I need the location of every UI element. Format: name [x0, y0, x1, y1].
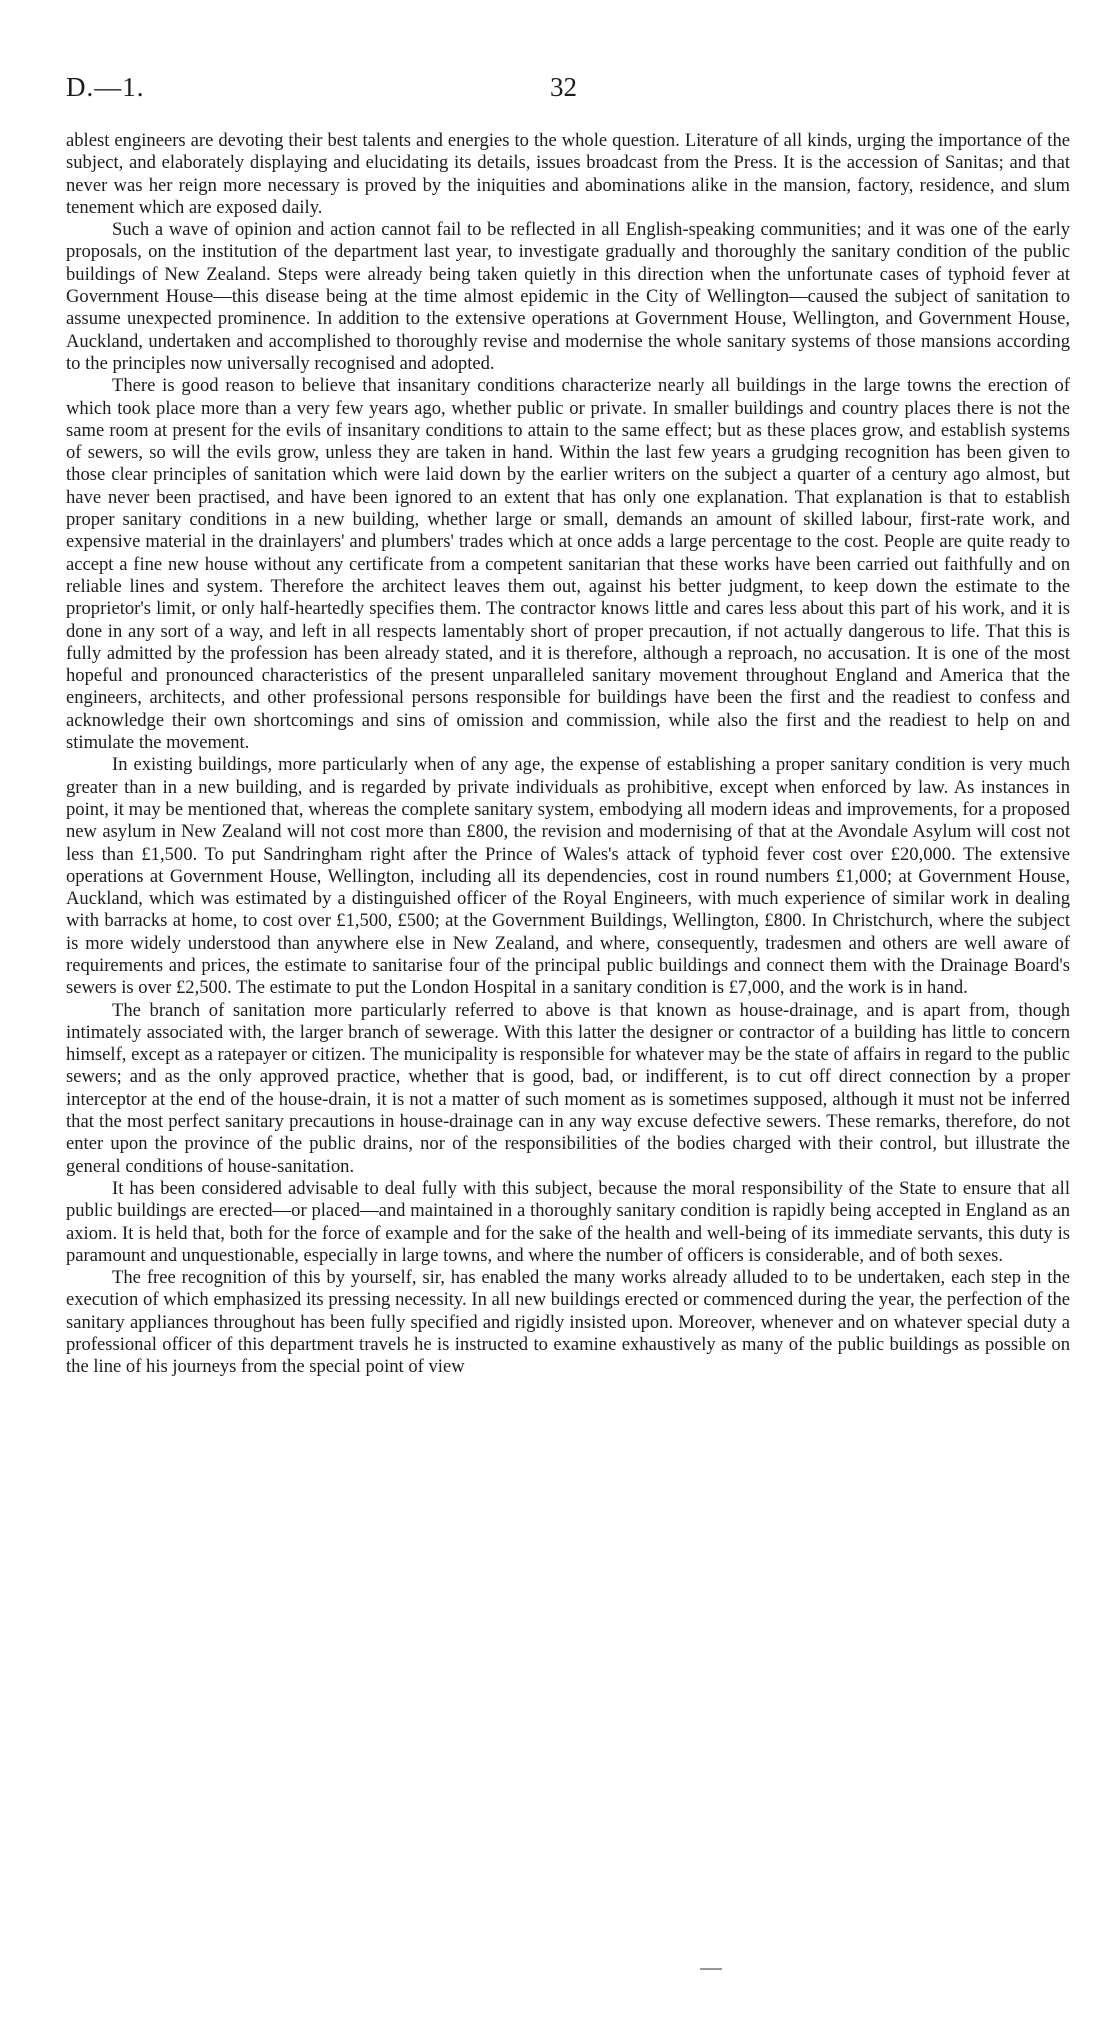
paragraph: The free recognition of this by yourself, sir, has enabled the many works already alluded to to be undertaken, each step in the execution of which emphasized its pressing necessity. In all new buildings erected or commenced during the year, the perfection of the sanitary appliances throughout has been fully specified and rigidly insisted upon. Moreover, whenever and on whatever special duty a professional officer of this department travels he is instructed to examine exhaustively as many of the public buildings as possible on the line of his journeys from the special point of view [66, 1267, 1070, 1378]
paragraph: ablest engineers are devoting their best talents and energies to the whole question. Literature of all kinds, urging the importance of the subject, and elaborately displaying and elucidating its details, issues broadcast from the Press. It is the accession of Sanitas; and that never was her reign more necessary is proved by the iniquities and abominations alike in the mansion, factory, residence, and slum tenement which are exposed daily. [66, 130, 1070, 218]
paragraph: In existing buildings, more particularly when of any age, the expense of establishing a proper sanitary condition is very much greater than in a new building, and is regarded by private individuals as prohibitive, except when enforced by law. As instances in point, it may be mentioned that, whereas the complete sanitary system, embodying all modern ideas and improvements, for a proposed new asylum in New Zealand will not cost more than £800, the revision and modernising of that at the Avondale Asylum will cost not less than £1,500. To put Sandringham right after the Prince of Wales's attack of typhoid fever cost over £20,000. The extensive operations at Government House, Wellington, including all its dependencies, cost in round numbers £1,000; at Government House, Auckland, which was estimated by a distinguished officer of the Royal Engineers, with much experience of similar work in dealing with barracks at home, to cost over £1,500, £500; at the Government Buildings, Wellington, £800. In Christchurch, where the subject is more widely understood than anywhere else in New Zealand, and where, consequently, tradesmen and others are well aware of requirements and prices, the estimate to sanitarise four of the principal public buildings and connect them with the Drainage Board's sewers is over £2,500. The estimate to put the London Hospital in a sanitary condition is £7,000, and the work is in hand. [66, 754, 1070, 999]
paragraph: It has been considered advisable to deal fully with this subject, because the moral responsibility of the State to ensure that all public buildings are erected—or placed—and maintained in a thoroughly sanitary condition is rapidly being accepted in England as an axiom. It is held that, both for the force of example and for the sake of the health and well-being of its immediate servants, this duty is paramount and unquestionable, especially in large towns, and where the number of officers is considerable, and of both sexes. [66, 1177, 1070, 1266]
paragraph: The branch of sanitation more particularly referred to above is that known as house-drainage, and is apart from, though intimately associated with, the larger branch of sewerage. With this latter the designer or contractor of a building has little to concern himself, except as a ratepayer or citizen. The municipality is responsible for whatever may be the state of affairs in regard to the public sewers; and as the only approved practice, whether that is good, bad, or indifferent, is to cut off direct connection by a proper interceptor at the end of the house-drain, it is not a matter of such moment as is sometimes supposed, although it must not be inferred that the most perfect sanitary precautions in house-drainage can in any way excuse defective sewers. These remarks, therefore, do not enter upon the province of the public drains, nor of the responsibilities of the bodies charged with their control, but illustrate the general conditions of house-sanitation. [66, 999, 1070, 1177]
body-text [66, 130, 1070, 1379]
document-reference: D.—1. [66, 72, 145, 102]
page-number: 32 [550, 72, 577, 102]
paragraph: Such a wave of opinion and action cannot fail to be reflected in all English-speaking communities; and it was one of the early proposals, on the institution of the department last year, to investigate gradually and thoroughly the sanitary condition of the public buildings of New Zealand. Steps were already being taken quietly in this direction when the unfortunate cases of typhoid fever at Government House—this disease being at the time almost epidemic in the City of Wellington—caused the subject of sanitation to assume unexpected prominence. In addition to the extensive operations at Government House, Wellington, and Government House, Auckland, undertaken and accomplished to thoroughly revise and modernise the whole sanitary systems of those mansions according to the principles now universally recognised and adopted. [66, 219, 1070, 374]
scan-mark [700, 1968, 722, 1970]
paragraph: There is good reason to believe that insanitary conditions characterize nearly all buildings in the large towns the erection of which took place more than a very few years ago, whether public or private. In smaller buildings and country places there is not the same room at present for the evils of insanitary conditions to attain to the same effect; but as these places grow, and establish systems of sewers, so will the evils grow, unless they are taken in hand. Within the last few years a grudging recognition has been given to those clear principles of sanitation which were laid down by the earlier writers on the subject a quarter of a century ago almost, but have never been practised, and have been ignored to an extent that has only one explanation. That explanation is that to establish proper sanitary conditions in a new building, whether large or small, demands an amount of skilled labour, first-rate work, and expensive material in the drainlayers' and plumbers' trades which at once adds a large percentage to the cost. People are quite ready to accept a fine new house without any certificate from a competent sanitarian that these works have been carried out faithfully and on reliable lines and system. Therefore the architect leaves them out, against his better judgment, to keep down the estimate to the proprietor's limit, or only half-heartedly specifies them. The contractor knows little and cares less about this part of his work, and it is done in any sort of a way, and left in all respects lamentably short of proper precaution, if not actually dangerous to life. That this is fully admitted by the profession has been already stated, and it is therefore, although a reproach, no accusation. It is one of the most hopeful and pronounced characteristics of the present unparalleled sanitary movement throughout England and America that the engineers, architects, and other professional persons responsible for buildings have been the first and the readiest to confess and acknowledge their own shortcomings and sins of omission and commission, while also the first and the readiest to help on and stimulate the movement. [66, 375, 1070, 754]
page-header [66, 72, 1070, 112]
